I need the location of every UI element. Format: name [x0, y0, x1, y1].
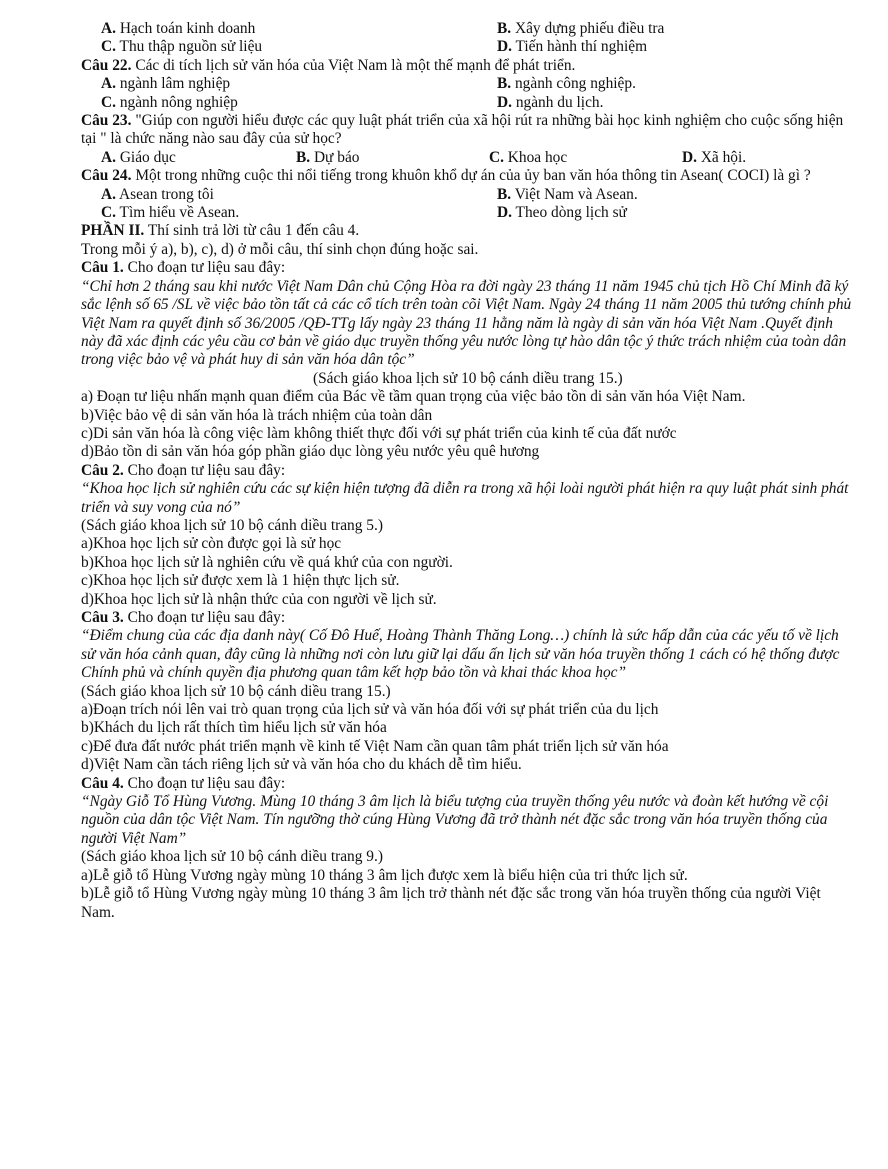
p2-item-b: b)Khoa học lịch sử là nghiên cứu về quá khứ của con người. — [81, 553, 453, 571]
q21-options-row-2 — [81, 38, 853, 56]
q23-options-row — [81, 149, 853, 167]
p1-item-a: a) Đoạn tư liệu nhấn mạnh quan điểm của Bác về tầm quan trọng của việc bảo tồn di sản văn hóa Việt Nam. — [81, 388, 746, 406]
q24-options-row-2 — [81, 204, 853, 222]
p3-item-d: d)Việt Nam cần tách riêng lịch sử và văn hóa cho du khách dễ tìm hiểu. — [81, 756, 522, 774]
p2-source: (Sách giáo khoa lịch sử 10 bộ cánh diều trang 5.) — [81, 516, 383, 534]
exam-page — [81, 20, 853, 922]
p4-item-b: b)Lễ giỗ tổ Hùng Vương ngày mùng 10 tháng 3 âm lịch trở thành nét đặc sắc trong văn hóa truyền thống của người Việt Nam. — [81, 885, 821, 921]
q24-option-d: D. Theo dòng lịch sử — [497, 204, 627, 222]
p3-item-a: a)Đoạn trích nói lên vai trò quan trọng của lịch sử và văn hóa đối với sự phát triển của du lịch — [81, 701, 659, 719]
q22-stem: Câu 22. Các di tích lịch sử văn hóa của Việt Nam là một thế mạnh để phát triển. — [81, 56, 576, 74]
p1-item-c: c)Di sản văn hóa là công việc làm không thiết thực đối với sự phát triển của kinh tế của đất nước — [81, 424, 677, 442]
p1-source: (Sách giáo khoa lịch sử 10 bộ cánh diều trang 15.) — [313, 369, 623, 387]
q23-option-c: C. Khoa học — [488, 148, 568, 166]
p3-heading: Câu 3. Cho đoạn tư liệu sau đây: — [81, 609, 286, 626]
p1-quote: “Chỉ hơn 2 tháng sau khi nước Việt Nam Dân chủ Cộng Hòa ra đời ngày 23 tháng 11 năm 1945 chủ tịch Hồ Chí Minh đã ký sắc lệnh số 65 /SL về việc bảo tồn tất cả các cổ tích trên toàn cõi Việt Nam. Ngày 24 tháng 11 năm 2005 thủ tướng chính phủ Việt Nam ra quyết định số 36/2005 /QĐ-TTg lấy ngày 23 tháng 11 hằng năm là ngày di sản văn hóa Việt Nam .Quyết định này đã xác định các yêu cầu cơ bản về giáo dục truyền thống yêu nước lòng tự hào dân tộc ý thức trách nhiệm của toàn dân trong việc bảo vệ và phát huy di sản văn hóa dân tộc” — [81, 277, 852, 369]
p2-heading: Câu 2. Cho đoạn tư liệu sau đây: — [81, 461, 286, 479]
p4-source: (Sách giáo khoa lịch sử 10 bộ cánh diều trang 9.) — [81, 848, 383, 866]
part2-heading: PHẦN II. Thí sinh trả lời từ câu 1 đến câu 4. — [81, 222, 360, 240]
p2-item-a: a)Khoa học lịch sử còn được gọi là sử học — [81, 535, 342, 553]
p4-item-a: a)Lễ giỗ tổ Hùng Vương ngày mùng 10 tháng 3 âm lịch được xem là biểu hiện của tri thức lịch sử. — [81, 866, 688, 884]
q23-stem: Câu 23. "Giúp con người hiểu được các quy luật phát triển của xã hội rút ra những bài học kinh nghiệm cho cuộc sống hiện tại " là chức năng nào sau đây của sử học? — [81, 112, 844, 148]
q21-option-d: D. Tiến hành thí nghiệm — [497, 38, 648, 56]
q23-option-a: A. Giáo dục — [101, 148, 176, 166]
p3-item-c: c)Để đưa đất nước phát triển mạnh về kinh tế Việt Nam cần quan tâm phát triển lịch sử văn hóa — [81, 737, 669, 755]
p1-item-d: d)Bảo tồn di sản văn hóa góp phần giáo dục lòng yêu nước yêu quê hương — [81, 443, 540, 461]
p4-heading: Câu 4. Cho đoạn tư liệu sau đây: — [81, 774, 286, 792]
q22-options-row-1 — [81, 75, 853, 93]
p1-heading: Câu 1. Cho đoạn tư liệu sau đây: — [81, 259, 286, 277]
q24-stem: Câu 24. Một trong những cuộc thi nổi tiếng trong khuôn khổ dự án của ủy ban văn hóa thông tin Asean( COCI) là gì ? — [81, 167, 811, 185]
q22-option-a: A. ngành lâm nghiệp — [101, 75, 231, 93]
q21-options-row-1 — [81, 20, 853, 38]
p3-quote: “Điểm chung của các địa danh này( Cố Đô Huế, Hoàng Thành Thăng Long…) chính là sức hấp dẫn của các yếu tố về lịch sử văn hóa cảnh quan, đây cũng là những nơi còn lưu giữ lại dấu ấn lịch sử văn hóa truyền thống 1 cách có hệ thống được Chính phủ và chính quyền địa phương quan tâm kết hợp bảo tồn và khai thác khoa học” — [81, 627, 840, 682]
q22-options-row-2 — [81, 94, 853, 112]
q23-option-b: B. Dự báo — [295, 148, 360, 166]
p1-item-b: b)Việc bảo vệ di sản văn hóa là trách nhiệm của toàn dân — [81, 406, 433, 424]
q21-option-b: B. Xây dựng phiếu điều tra — [497, 20, 665, 37]
q24-option-b: B. Việt Nam và Asean. — [497, 185, 638, 203]
p2-quote: “Khoa học lịch sử nghiên cứu các sự kiện hiện tượng đã diễn ra trong xã hội loài người phát hiện ra quy luật phát sinh phát triển và suy vong của nó” — [81, 480, 849, 516]
q23-option-d: D. Xã hội. — [682, 148, 747, 166]
p3-item-b: b)Khách du lịch rất thích tìm hiểu lịch sử văn hóa — [81, 719, 387, 737]
q21-option-a: A. Hạch toán kinh doanh — [101, 20, 256, 37]
q22-option-b: B. ngành công nghiệp. — [497, 75, 636, 93]
q22-option-c: C. ngành nông nghiệp — [101, 93, 238, 111]
q24-options-row-1 — [81, 186, 853, 204]
part2-instruction: Trong mỗi ý a), b), c), d) ở mỗi câu, thí sinh chọn đúng hoặc sai. — [81, 240, 479, 258]
q24-option-c: C. Tìm hiểu về Asean. — [101, 204, 240, 222]
q21-option-c: C. Thu thập nguồn sử liệu — [101, 38, 263, 56]
p2-item-d: d)Khoa học lịch sử là nhận thức của con người về lịch sử. — [81, 590, 437, 608]
p4-quote: “Ngày Giỗ Tổ Hùng Vương. Mùng 10 tháng 3 âm lịch là biểu tượng của truyền thống yêu nước và đoàn kết hướng về cội nguồn của dân tộc Việt Nam. Tín ngưỡng thờ cúng Hùng Vương đã trở thành nét đặc sắc trong văn hóa truyền thống của người Việt Nam” — [81, 793, 829, 847]
p3-source: (Sách giáo khoa lịch sử 10 bộ cánh diều trang 15.) — [81, 682, 391, 700]
q22-option-d: D. ngành du lịch. — [497, 93, 604, 111]
p2-item-c: c)Khoa học lịch sử được xem là 1 hiện thực lịch sử. — [81, 572, 400, 590]
q24-option-a: A. Asean trong tôi — [101, 185, 214, 203]
